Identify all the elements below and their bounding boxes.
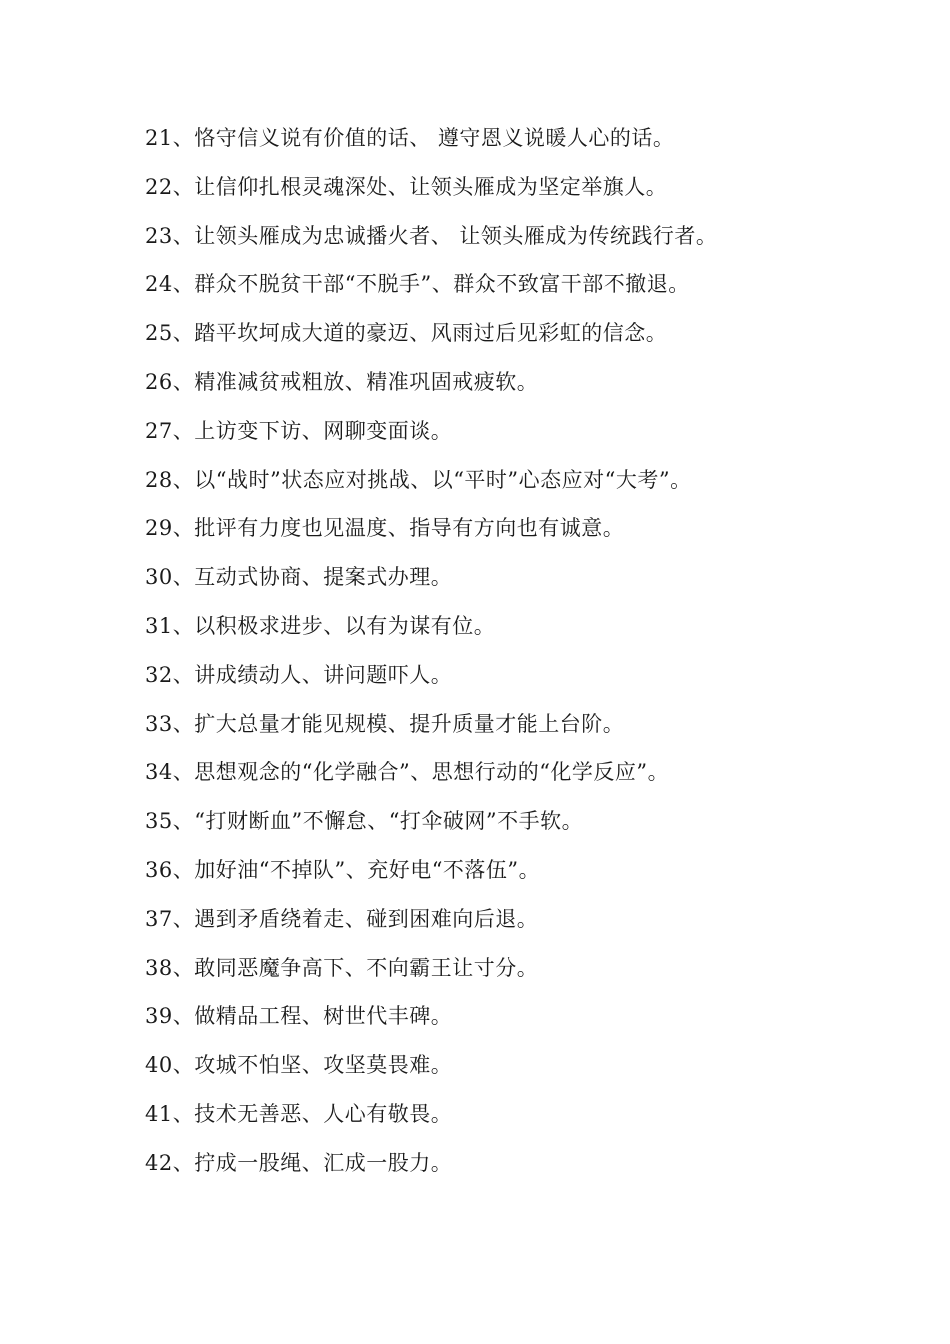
list-item: 38、敢同恶魔争高下、不向霸王让寸分。	[145, 955, 539, 980]
list-item: 30、互动式协商、提案式办理。	[145, 565, 453, 590]
list-item: 26、精准减贫戒粗放、精准巩固戒疲软。	[145, 369, 539, 394]
list-item: 36、加好油“不掉队”、充好电“不落伍”。	[145, 857, 541, 882]
list-item: 28、以“战时”状态应对挑战、以“平时”心态应对“大考”。	[145, 467, 692, 492]
list-item: 42、拧成一股绳、汇成一股力。	[145, 1150, 453, 1175]
list-item: 34、思想观念的“化学融合”、思想行动的“化学反应”。	[145, 760, 670, 785]
list-item: 29、批评有力度也见温度、指导有方向也有诚意。	[145, 516, 625, 541]
list-item: 40、攻城不怕坚、攻坚莫畏难。	[145, 1053, 453, 1078]
list-item: 23、让领头雁成为忠诚播火者、 让领头雁成为传统践行者。	[145, 223, 718, 248]
list-item: 27、上访变下访、网聊变面谈。	[145, 418, 453, 443]
list-item: 22、让信仰扎根灵魂深处、让领头雁成为坚定举旗人。	[145, 174, 668, 199]
list-item: 32、讲成绩动人、讲问题吓人。	[145, 662, 453, 687]
list-item: 25、踏平坎坷成大道的豪迈、风雨过后见彩虹的信念。	[145, 321, 668, 346]
list-item: 41、技术无善恶、人心有敬畏。	[145, 1101, 453, 1126]
slogan-list	[145, 114, 925, 1188]
list-item: 37、遇到矛盾绕着走、碰到困难向后退。	[145, 906, 539, 931]
list-item: 21、恪守信义说有价值的话、 遵守恩义说暖人心的话。	[145, 126, 675, 150]
list-item: 31、以积极求进步、以有为谋有位。	[145, 613, 496, 638]
list-item: 24、群众不脱贫干部“不脱手”、群众不致富干部不撤退。	[145, 272, 690, 297]
list-item: 35、“打财断血”不懈怠、“打伞破网”不手软。	[145, 809, 584, 834]
list-item: 39、做精品工程、树世代丰碑。	[145, 1004, 453, 1029]
list-item: 33、扩大总量才能见规模、提升质量才能上台阶。	[145, 711, 625, 736]
